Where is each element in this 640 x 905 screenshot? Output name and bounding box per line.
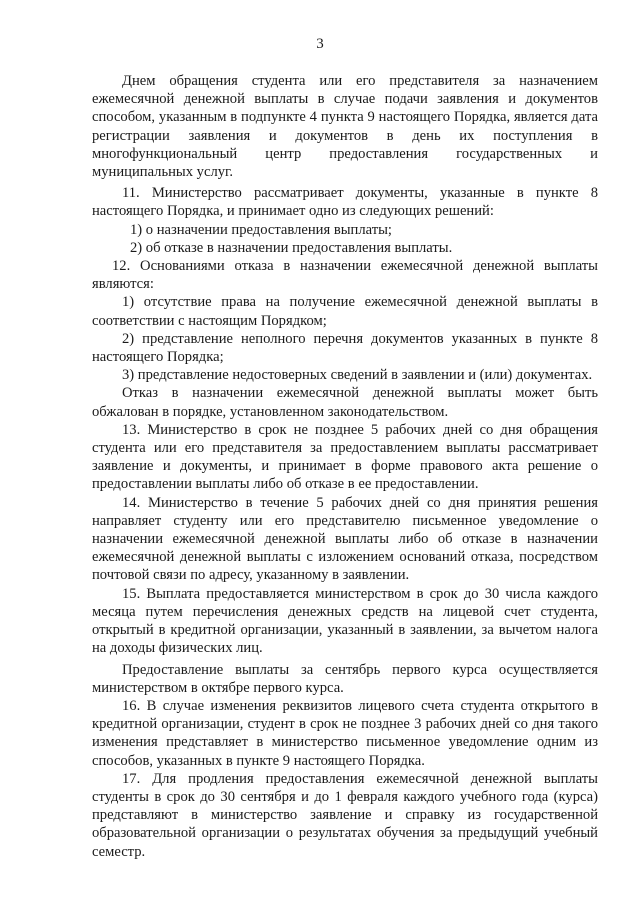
paragraph-refusal-appeal: Отказ в назначении ежемесячной денежной выплаты может быть обжалован в порядке, установленном законодательством. [92, 385, 598, 420]
paragraph-17: 17. Для продления предоставления ежемесячной денежной выплаты студенты в срок до 30 сентября и до 1 февраля каждого учебного года (курса) представляют в министерство заявление и справку из государственной образовательной организации о результатах обучения за предыдущий учебный семестр. [92, 770, 598, 860]
paragraph-12: 12. Основаниями отказа в назначении ежемесячной денежной выплаты являются: [92, 258, 598, 293]
list-item-12-2: 2) представление неполного перечня документов указанных в пункте 8 настоящего Порядка; [92, 330, 598, 366]
paragraph-september-payment: Предоставление выплаты за сентябрь первого курса осуществляется министерством в октябре первого курса. [92, 661, 598, 696]
page-number: 3 [316, 36, 324, 52]
paragraph-14: 14. Министерство в течение 5 рабочих дней со дня принятия решения направляет студенту или его представителю письменное уведомление о назначении ежемесячной денежной выплаты либо об отказе в назначении ежемесячной денежной выплаты с изложением оснований отказа, посредством почтовой связи по адресу, указанному в заявлении. [92, 494, 598, 584]
paragraph-application-date: Днем обращения студента или его представителя за назначением ежемесячной денежной выплаты в случае подачи заявления и документов способом, указанным в подпункте 4 пункта 9 настоящего Порядка, является дата регистрации заявления и документов в день их поступления в многофункциональный центр предоставления государственных и муниципальных услуг. [92, 73, 598, 181]
paragraph-11: 11. Министерство рассматривает документы, указанные в пункте 8 настоящего Порядка, и принимает одно из следующих решений: [92, 185, 598, 220]
list-item-11-1: 1) о назначении предоставления выплаты; [130, 221, 392, 238]
list-item-11-2: 2) об отказе в назначении предоставления выплаты. [130, 239, 453, 256]
paragraph-16: 16. В случае изменения реквизитов лицевого счета студента открытого в кредитной организации, студент в срок не позднее 3 рабочих дней со дня такого изменения представляет в министерство письменное уведомление одним из способов, указанных в пункте 9 настоящего Порядка. [92, 697, 598, 769]
document-body [92, 72, 598, 861]
list-item-12-3: 3) представление недостоверных сведений в заявлении и (или) документах. [122, 367, 593, 384]
paragraph-15: 15. Выплата предоставляется министерством в срок до 30 числа каждого месяца путем перечисления денежных средств на лицевой счет студента, открытый в кредитной организации, указанный в заявлении, за вычетом налога на доходы физических лиц. [92, 585, 598, 657]
paragraph-13: 13. Министерство в срок не позднее 5 рабочих дней со дня обращения студента или его представителя за предоставлением выплаты рассматривает заявление и документы, и принимает в форме правового акта решение о предоставлении выплаты либо об отказе в ее предоставлении. [92, 421, 598, 493]
list-item-12-1: 1) отсутствие права на получение ежемесячной денежной выплаты в соответствии с настоящим Порядком; [92, 294, 598, 329]
